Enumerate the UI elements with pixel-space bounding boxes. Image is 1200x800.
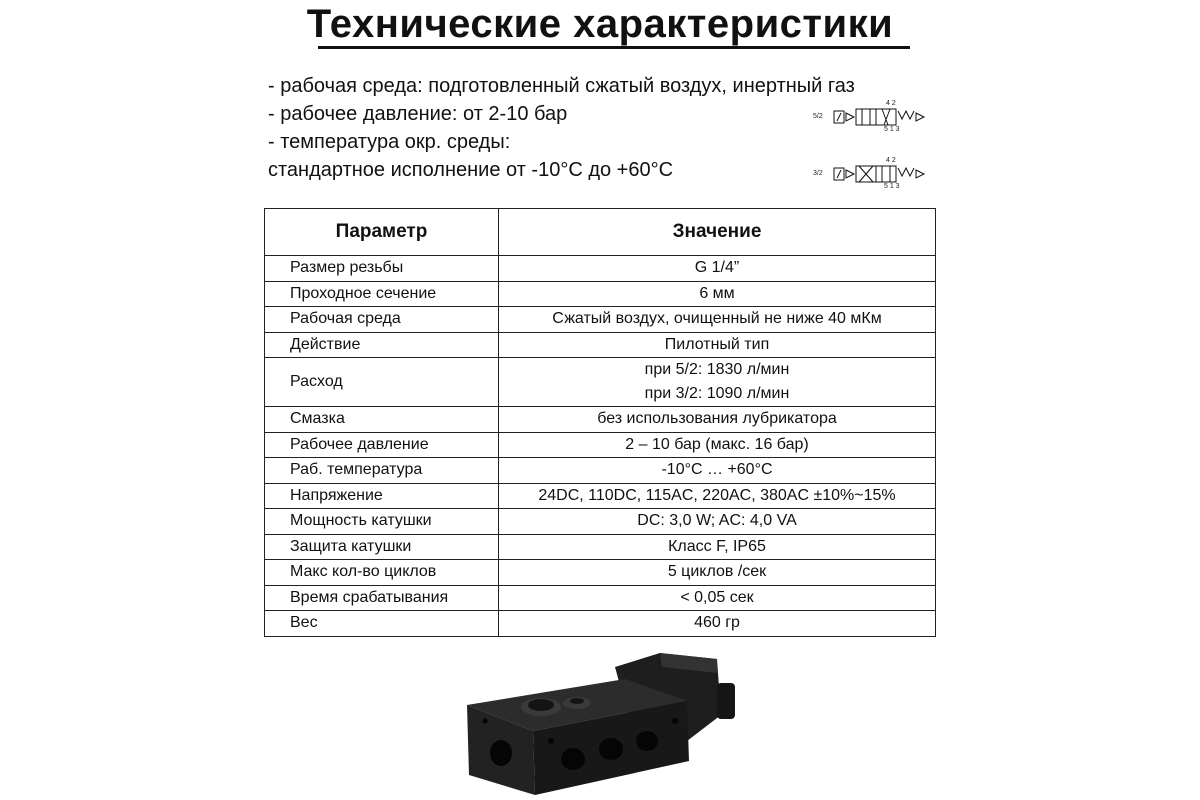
feature-item: - рабочая среда: подготовленный сжатый воздух, инертный газ [268, 75, 855, 97]
param-cell: Время срабатывания [265, 585, 499, 611]
table-row [265, 332, 936, 358]
symbol-ports-bottom: 5 1 3 [884, 126, 900, 133]
value-cell [499, 407, 936, 433]
value-line: без использования лубрикатора [597, 410, 837, 428]
table-row [265, 534, 936, 560]
value-cell [499, 611, 936, 637]
param-cell: Защита катушки [265, 534, 499, 560]
table-row [265, 407, 936, 433]
value-line: Пилотный тип [664, 335, 770, 353]
solenoid-valve-image [455, 645, 755, 800]
param-cell: Макс кол-во циклов [265, 560, 499, 586]
table-row [265, 432, 936, 458]
symbol-ports-bottom: 5 1 3 [884, 183, 900, 190]
value-line: 5 циклов /сек [667, 563, 767, 581]
value-cell [499, 560, 936, 586]
value-cell [499, 458, 936, 484]
param-cell: Проходное сечение [265, 281, 499, 307]
param-cell: Мощность катушки [265, 509, 499, 535]
table-row [265, 458, 936, 484]
table-row [265, 585, 936, 611]
table-row [265, 560, 936, 586]
value-line: при 5/2: 1830 л/мин [644, 361, 790, 378]
specs-table [264, 208, 936, 637]
value-cell [499, 585, 936, 611]
table-row [265, 509, 936, 535]
symbol-ports-top: 4 2 [886, 100, 896, 107]
value-line: при 3/2: 1090 л/мин [644, 385, 790, 402]
param-cell: Рабочая среда [265, 307, 499, 333]
symbol-ports-top: 4 2 [886, 157, 896, 164]
value-cell [499, 256, 936, 282]
value-line: 460 гр [694, 614, 740, 632]
value-line: 24DC, 110DC, 115AC, 220AC, 380AC ±10%~15% [538, 486, 896, 504]
value-cell [499, 534, 936, 560]
symbol-label-3-2: 3/2 [813, 170, 823, 177]
param-cell: Раб. температура [265, 458, 499, 484]
value-line: Сжатый воздух, очищенный не ниже 40 мКм [552, 310, 882, 328]
feature-item: - температура окр. среды: [268, 131, 511, 153]
value-line: G 1/4” [694, 259, 740, 277]
table-row [265, 256, 936, 282]
table-row [265, 611, 936, 637]
param-cell: Рабочее давление [265, 432, 499, 458]
table-row [265, 358, 936, 407]
feature-item: - рабочее давление: от 2-10 бар [268, 103, 568, 125]
value-line: DC: 3,0 W; AC: 4,0 VA [637, 512, 797, 530]
column-header-value: Значение [499, 209, 936, 256]
param-cell: Расход [265, 358, 499, 407]
title-underline [318, 46, 910, 49]
table-row [265, 483, 936, 509]
features-list [268, 72, 855, 184]
value-cell [499, 509, 936, 535]
value-cell [499, 332, 936, 358]
value-line: 6 мм [699, 284, 735, 302]
value-cell [499, 483, 936, 509]
value-cell [499, 432, 936, 458]
param-cell: Смазка [265, 407, 499, 433]
param-cell: Размер резьбы [265, 256, 499, 282]
feature-item: стандартное исполнение от -10°C до +60°C [268, 159, 674, 181]
table-row [265, 281, 936, 307]
value-line: 2 – 10 бар (макс. 16 бар) [625, 435, 809, 453]
value-cell [499, 307, 936, 333]
column-header-parameter: Параметр [265, 209, 499, 256]
param-cell: Вес [265, 611, 499, 637]
valve-3-2-symbol-icon [832, 162, 928, 184]
value-line: -10°C … +60°C [661, 461, 773, 479]
value-line: < 0,05 сек [680, 588, 754, 606]
param-cell: Действие [265, 332, 499, 358]
symbol-label-5-2: 5/2 [813, 113, 823, 120]
page-title: Технические характеристики [306, 2, 894, 46]
value-cell [499, 358, 936, 407]
value-cell [499, 281, 936, 307]
table-row [265, 307, 936, 333]
param-cell: Напряжение [265, 483, 499, 509]
table-header-row [265, 209, 936, 256]
value-line: Класс F, IP65 [668, 537, 766, 555]
valve-5-2-symbol-icon [832, 105, 928, 127]
specs-table-body [265, 256, 936, 637]
